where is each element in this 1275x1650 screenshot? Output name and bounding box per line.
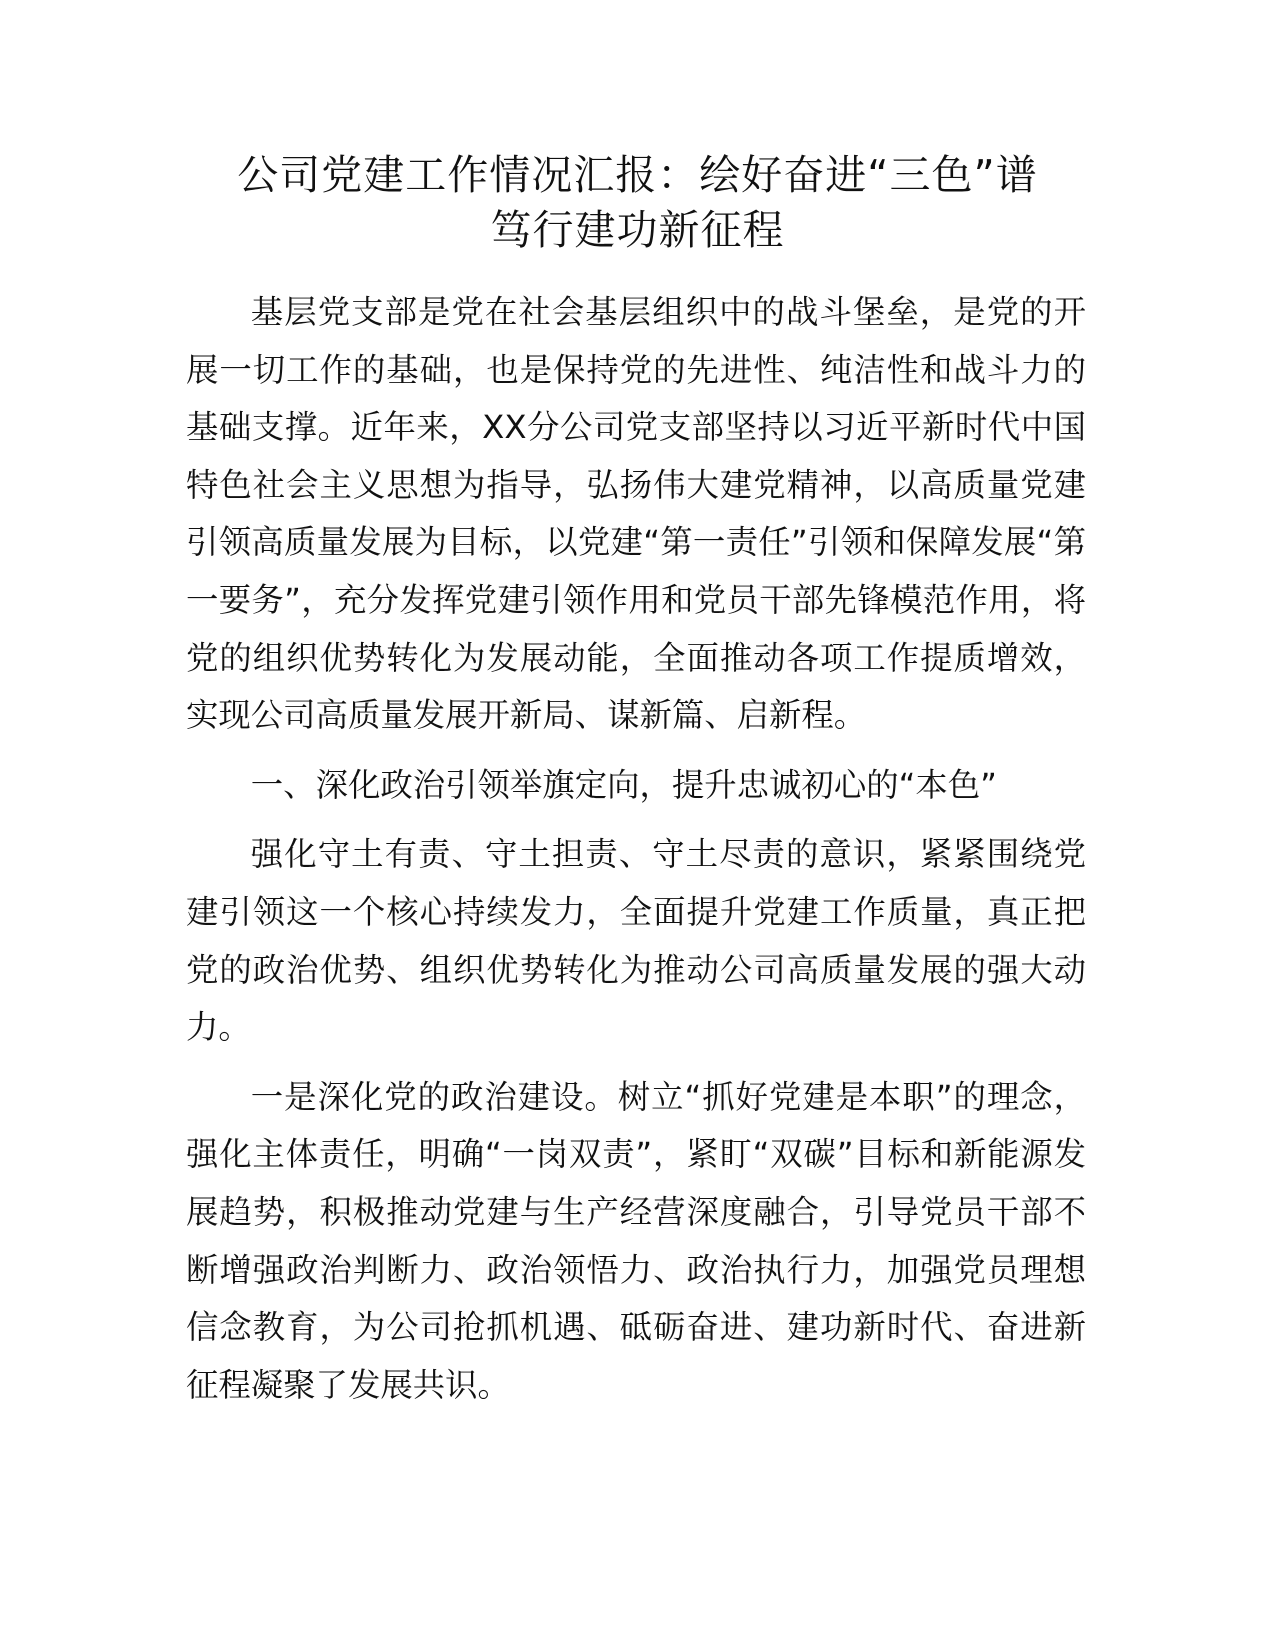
title-line-1: 公司党建工作情况汇报：绘好奋进“三色”谱 [237,151,1038,199]
section-heading-1: 一、深化政治引领举旗定向，提升忠诚初心的“本色” [250,765,997,804]
title-line-2: 笃行建功新征程 [490,206,785,254]
document-body [186,284,1086,1414]
intro-paragraph: 基层党支部是党在社会基层组织中的战斗堡垒，是党的开展一切工作的基础，也是保持党的先进性、纯洁性和战斗力的基础支撑。近年来，XX分公司党支部坚持以习近平新时代中国特色社会主义思想为指导，弘扬伟大建党精神，以高质量党建引领高质量发展为目标，以党建“第一责任”引领和保障发展“第一要务”，充分发挥党建引领作用和党员干部先锋模范作用，将党的组织优势转化为发展动能，全面推动各项工作提质增效，实现公司高质量发展开新局、谋新篇、启新程。 [186,293,1086,735]
section-paragraph: 强化守土有责、守土担责、守土尽责的意识，紧紧围绕党建引领这一个核心持续发力，全面提升党建工作质量，真正把党的政治优势、组织优势转化为推动公司高质量发展的强大动力。 [186,835,1086,1047]
document-title [150,148,1125,258]
subsection-paragraph-1: 一是深化党的政治建设。树立“抓好党建是本职”的理念，强化主体责任，明确“一岗双责”，紧盯“双碳”目标和新能源发展趋势，积极推动党建与生产经营深度融合，引导党员干部不断增强政治判断力、政治领悟力、政治执行力，加强党员理想信念教育，为公司抢抓机遇、砥砺奋进、建功新时代、奋进新征程凝聚了发展共识。 [186,1077,1086,1404]
